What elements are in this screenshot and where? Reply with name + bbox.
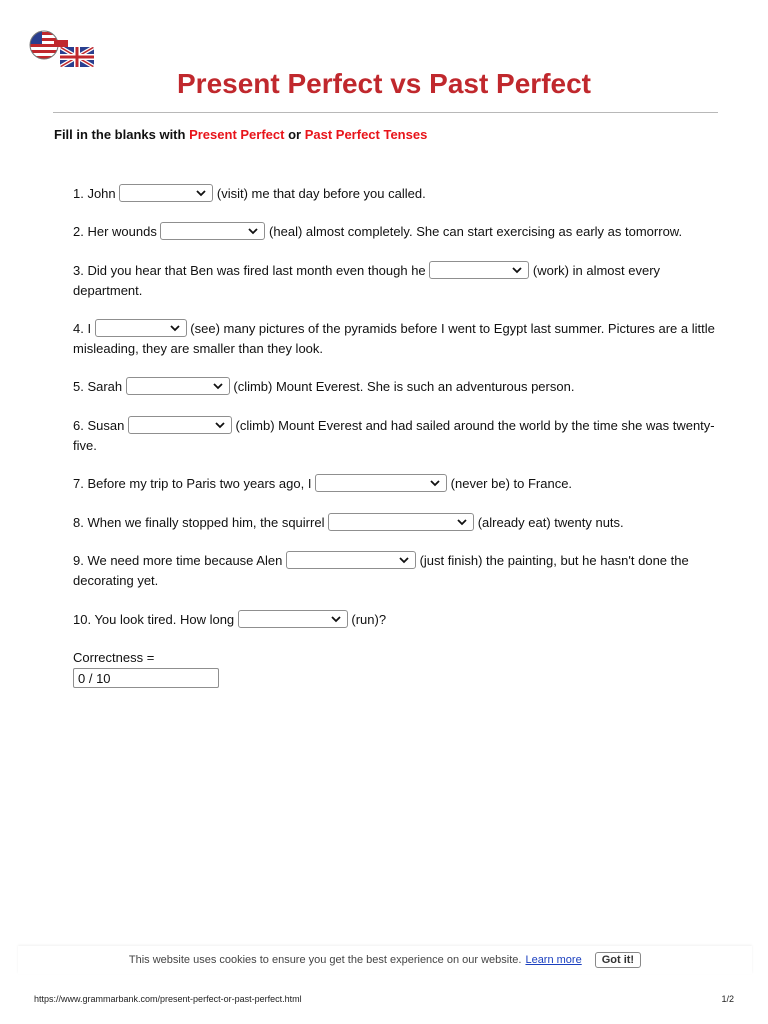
footer-page-number: 1/2	[721, 994, 734, 1004]
answer-select-4[interactable]	[95, 319, 187, 337]
footer-url: https://www.grammarbank.com/present-perfect-or-past-perfect.html	[34, 994, 302, 1004]
chevron-down-icon	[215, 422, 225, 429]
question-8	[73, 513, 723, 533]
question-3	[73, 261, 723, 300]
question-6	[73, 416, 723, 455]
question-text-before: 1. John	[73, 186, 120, 201]
instructions	[54, 127, 427, 142]
question-text-after: (climb) Mount Everest and had sailed around the world by the time she was twenty-five.	[73, 418, 715, 453]
question-text-after: (run)?	[347, 612, 387, 627]
answer-select-9[interactable]	[286, 551, 416, 569]
correctness-score-field[interactable]: 0 / 10	[73, 668, 219, 688]
question-text-before: 6. Susan	[73, 418, 128, 433]
page-title: Present Perfect vs Past Perfect	[177, 68, 591, 99]
question-7	[73, 474, 723, 494]
question-5	[73, 377, 723, 397]
chevron-down-icon	[399, 557, 409, 564]
question-text-after: (see) many pictures of the pyramids before I went to Egypt last summer. Pictures are a little misleading, they are smaller than they look.	[73, 321, 715, 356]
answer-select-10[interactable]	[238, 610, 348, 628]
answer-select-1[interactable]	[119, 184, 213, 202]
chevron-down-icon	[196, 190, 206, 197]
question-text-before: 9. We need more time because Alen	[73, 553, 286, 568]
question-1	[73, 184, 723, 204]
question-text-after: (climb) Mount Everest. She is such an adventurous person.	[229, 379, 575, 394]
question-text-after: (visit) me that day before you called.	[213, 186, 426, 201]
question-text-after: (already eat) twenty nuts.	[474, 515, 624, 530]
chevron-down-icon	[512, 267, 522, 274]
answer-select-3[interactable]	[429, 261, 529, 279]
question-9	[73, 551, 723, 590]
answer-select-7[interactable]	[315, 474, 447, 492]
instructions-prefix: Fill in the blanks with	[54, 127, 190, 142]
got-it-button[interactable]: Got it!	[595, 952, 641, 968]
learn-more-link[interactable]: Learn more	[525, 954, 582, 966]
instructions-middle: or	[284, 127, 305, 142]
chevron-down-icon	[430, 480, 440, 487]
answer-select-5[interactable]	[126, 377, 230, 395]
instructions-term-present-perfect: Present Perfect	[189, 127, 285, 142]
gb-flags-logo-icon	[26, 30, 96, 68]
answer-select-2[interactable]	[160, 222, 265, 240]
question-text-before: 3. Did you hear that Ben was fired last month even though he	[73, 263, 430, 278]
cookie-banner	[18, 946, 752, 974]
question-10	[73, 610, 723, 630]
question-text-after: (work) in almost every department.	[73, 263, 661, 298]
question-text-after: (heal) almost completely. She can start exercising as early as tomorrow.	[265, 224, 683, 239]
answer-select-6[interactable]	[128, 416, 232, 434]
question-text-before: 7. Before my trip to Paris two years ago, I	[73, 476, 316, 491]
question-text-before: 2. Her wounds	[73, 224, 161, 239]
question-text-before: 4. I	[73, 321, 95, 336]
question-2	[73, 222, 723, 242]
question-text-after: (just finish) the painting, but he hasn't done the decorating yet.	[73, 553, 689, 588]
chevron-down-icon	[213, 383, 223, 390]
question-text-before: 5. Sarah	[73, 379, 126, 394]
correctness-label: Correctness =	[73, 650, 155, 665]
title-divider	[53, 112, 718, 113]
chevron-down-icon	[457, 519, 467, 526]
chevron-down-icon	[170, 325, 180, 332]
instructions-term-past-perfect: Past Perfect Tenses	[304, 127, 428, 142]
question-text-before: 10. You look tired. How long	[73, 612, 238, 627]
chevron-down-icon	[248, 228, 258, 235]
cookie-text: This website uses cookies to ensure you get the best experience on our website.	[128, 954, 522, 966]
question-4	[73, 319, 723, 358]
question-text-after: (never be) to France.	[447, 476, 573, 491]
question-text-before: 8. When we finally stopped him, the squirrel	[73, 515, 329, 530]
chevron-down-icon	[331, 616, 341, 623]
answer-select-8[interactable]	[328, 513, 474, 531]
